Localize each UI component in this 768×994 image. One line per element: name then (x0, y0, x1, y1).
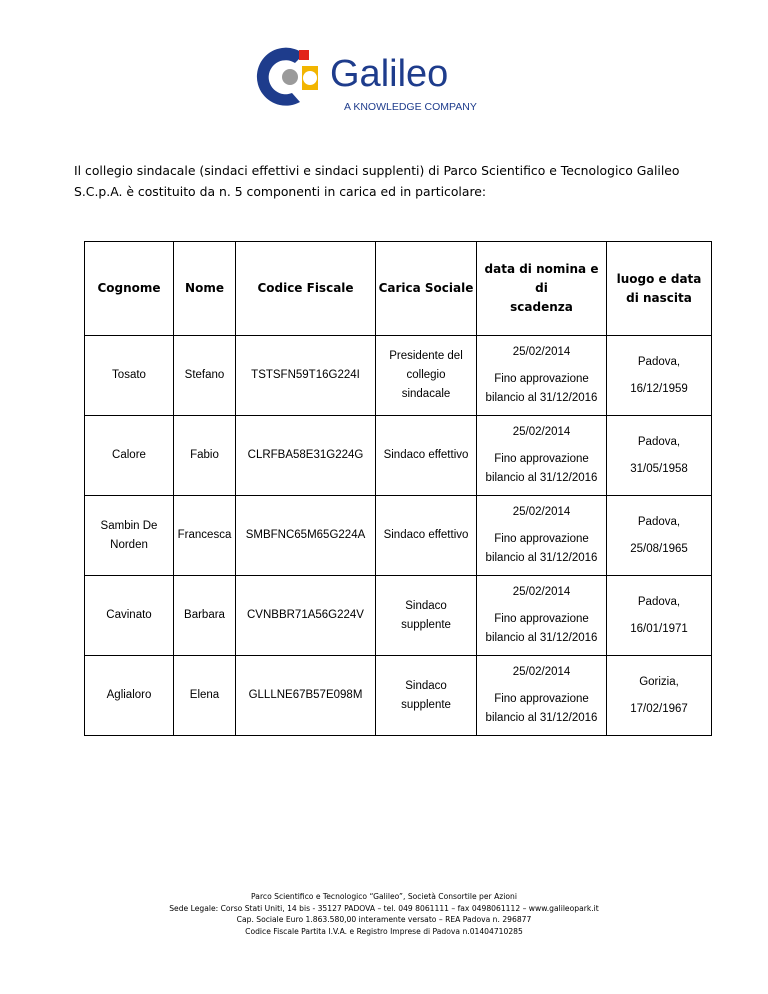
carica-line2: collegio (406, 369, 446, 381)
nomina-date: 25/02/2014 (512, 426, 571, 438)
galileo-logo-mark (246, 40, 496, 115)
logo-tagline: A KNOWLEDGE COMPANY (344, 101, 477, 113)
cell-codice-fiscale: SMBFNC65M65G224A (236, 496, 376, 576)
footer-line1: Parco Scientifico e Tecnologico “Galileo”, Società Consortile per Azioni (251, 892, 517, 901)
carica-line1: Presidente del (389, 350, 463, 362)
carica-line1: Sindaco effettivo (383, 449, 469, 461)
carica-line2: supplente (401, 698, 451, 711)
cognome-line1: Cavinato (106, 609, 152, 621)
cell-nome: Stefano (174, 336, 236, 416)
carica-line2: supplente (401, 618, 451, 631)
table-row (85, 656, 712, 736)
cell-codice-fiscale: GLLLNE67B57E098M (236, 656, 376, 736)
header-nome: Nome (174, 242, 236, 336)
cell-codice-fiscale: TSTSFN59T16G224I (236, 336, 376, 416)
header-cognome: Cognome (85, 242, 174, 336)
cell-nome: Elena (174, 656, 236, 736)
header-row (85, 242, 712, 336)
cell-nascita (607, 496, 712, 576)
nomina-date: 25/02/2014 (512, 506, 571, 518)
nomina-fino: Fino approvazione (494, 373, 589, 385)
table-row (85, 416, 712, 496)
header-nascita-line2: di nascita (626, 290, 692, 305)
cognome-line2: Norden (110, 538, 148, 551)
cell-codice-fiscale: CVNBBR71A56G224V (236, 576, 376, 656)
nomina-bilancio: bilancio al 31/12/2016 (485, 552, 598, 564)
header-nomina-line2: scadenza (510, 300, 573, 314)
cell-cognome (85, 336, 174, 416)
cell-carica (376, 496, 477, 576)
cognome-line1: Aglialoro (106, 689, 152, 701)
board-table (84, 241, 712, 736)
cognome-line1: Sambin De (100, 519, 158, 532)
nascita-luogo: Padova, (637, 515, 681, 528)
header-nomina-line1: data di nomina e di (484, 262, 599, 295)
cell-nomina (477, 656, 607, 736)
cell-cognome (85, 576, 174, 656)
cell-nome: Francesca (174, 496, 236, 576)
nomina-fino: Fino approvazione (494, 533, 589, 545)
cell-codice-fiscale: CLRFBA58E31G224G (236, 416, 376, 496)
nomina-fino: Fino approvazione (494, 453, 589, 465)
header-carica-sociale: Carica Sociale (376, 242, 477, 336)
header-nascita-line1: luogo e data (616, 271, 702, 286)
nascita-luogo: Padova, (637, 435, 681, 448)
cell-carica (376, 416, 477, 496)
footer-line2: Sede Legale: Corso Stati Uniti, 14 bis - 35127 PADOVA – tel. 049 8061111 – fax 0498061112 – www.galileopark.it (169, 903, 599, 913)
table-row (85, 336, 712, 416)
logo-brand-text: Galileo (330, 53, 449, 95)
nascita-luogo: Padova, (637, 355, 681, 368)
nascita-data: 16/01/1971 (630, 622, 688, 635)
cell-nomina (477, 336, 607, 416)
carica-line1: Sindaco effettivo (383, 529, 469, 541)
cell-nascita (607, 656, 712, 736)
nascita-data: 16/12/1959 (630, 382, 688, 395)
cell-carica (376, 576, 477, 656)
intro-paragraph: Il collegio sindacale (sindaci effettivi e sindaci supplenti) di Parco Scientifico e Tecnologico Galileo S.C.p.A. è costituito da n. 5 componenti in carica ed in particolare: (74, 163, 680, 199)
nascita-luogo: Gorizia, (639, 675, 679, 688)
carica-line1: Sindaco (405, 679, 447, 692)
cognome-line1: Calore (112, 449, 146, 461)
nomina-bilancio: bilancio al 31/12/2016 (485, 632, 598, 644)
header-codice-fiscale: Codice Fiscale (236, 242, 376, 336)
nomina-bilancio: bilancio al 31/12/2016 (485, 472, 598, 484)
footer-line3: Cap. Sociale Euro 1.863.580,00 interamente versato – REA Padova n. 296877 (236, 915, 532, 924)
nomina-bilancio: bilancio al 31/12/2016 (485, 392, 598, 404)
table-row (85, 576, 712, 656)
cell-nascita (607, 576, 712, 656)
nascita-data: 17/02/1967 (630, 702, 688, 715)
cell-nomina (477, 416, 607, 496)
logo-red-square (299, 50, 309, 60)
cell-nascita (607, 416, 712, 496)
nomina-fino: Fino approvazione (494, 693, 589, 705)
cell-cognome (85, 496, 174, 576)
nomina-bilancio: bilancio al 31/12/2016 (485, 712, 598, 724)
nascita-luogo: Padova, (637, 595, 681, 608)
nomina-date: 25/02/2014 (512, 586, 571, 598)
nascita-data: 25/08/1965 (630, 542, 688, 555)
cell-nomina (477, 496, 607, 576)
cell-cognome (85, 416, 174, 496)
nomina-date: 25/02/2014 (512, 666, 571, 678)
nomina-fino: Fino approvazione (494, 613, 589, 625)
cell-nome: Fabio (174, 416, 236, 496)
logo-gray-dot (282, 69, 298, 85)
cell-nascita (607, 336, 712, 416)
carica-line3: sindacale (401, 388, 451, 400)
cell-carica (376, 336, 477, 416)
cell-nome: Barbara (174, 576, 236, 656)
nomina-date: 25/02/2014 (512, 346, 571, 358)
cognome-line1: Tosato (112, 369, 146, 381)
footer-line4: Codice Fiscale Partita I.V.A. e Registro Imprese di Padova n.01404710285 (245, 926, 523, 936)
carica-line1: Sindaco (405, 599, 447, 612)
table-row (85, 496, 712, 576)
galileo-logo (246, 40, 496, 115)
cell-nomina (477, 576, 607, 656)
header-nascita (607, 242, 712, 336)
cell-cognome (85, 656, 174, 736)
page-footer (0, 891, 768, 937)
header-nomina (477, 242, 607, 336)
cell-carica (376, 656, 477, 736)
nascita-data: 31/05/1958 (630, 462, 688, 475)
